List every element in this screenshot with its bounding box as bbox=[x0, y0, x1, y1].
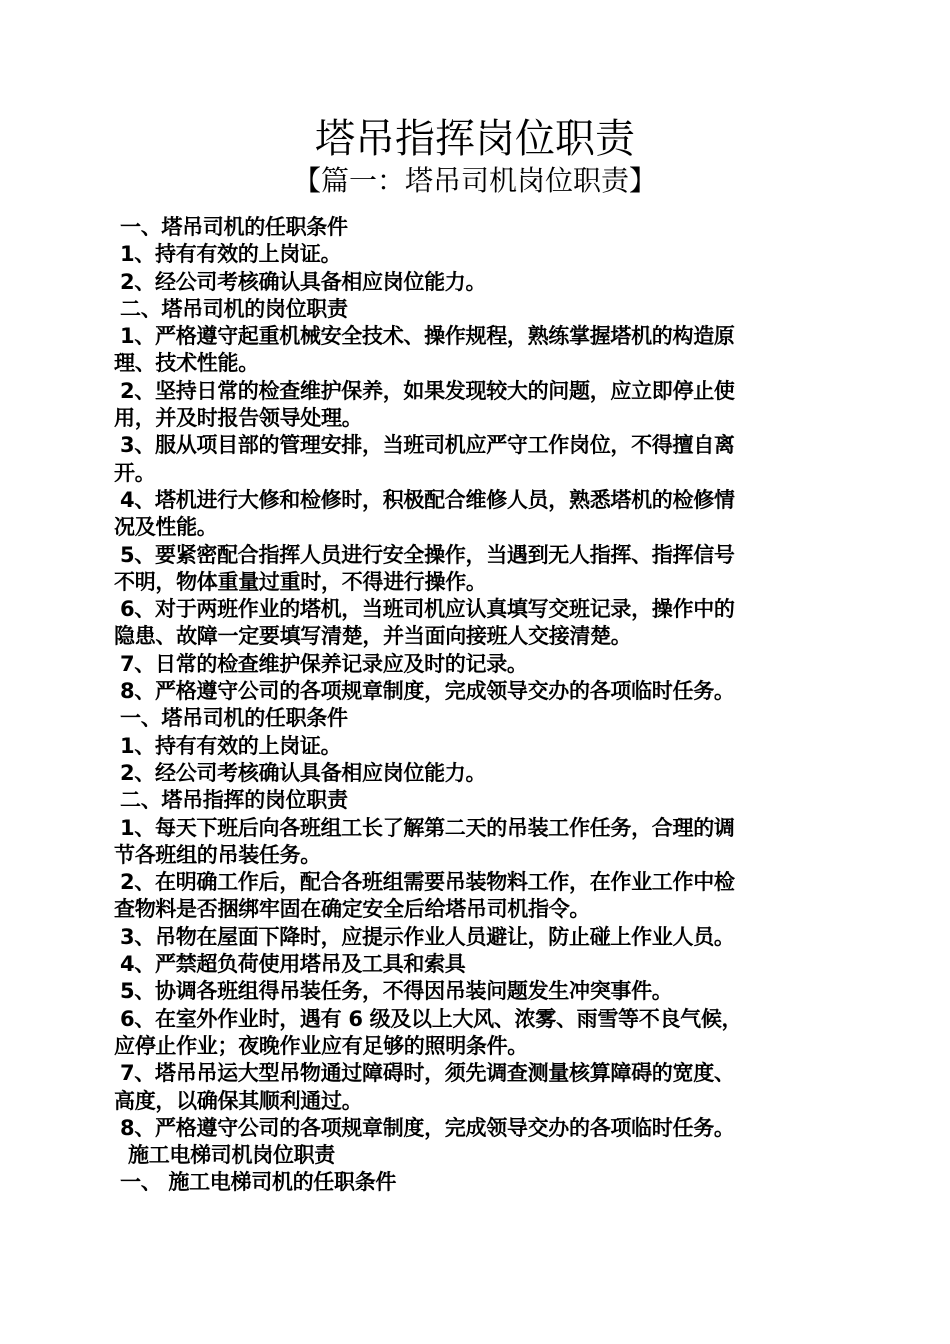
text-line: 2、经公司考核确认具备相应岗位能力。 bbox=[120, 269, 487, 294]
text-line: 3、服从项目部的管理安排，当班司机应严守工作岗位，不得擅自离 bbox=[120, 433, 735, 458]
text-line: 7、塔吊吊运大型吊物通过障碍时，须先调查测量核算障碍的宽度、 bbox=[120, 1061, 735, 1086]
text-line: 一、塔吊司机的任职条件 bbox=[120, 706, 348, 731]
text-line: 施工电梯司机岗位职责 bbox=[128, 1143, 335, 1168]
text-line: 二、塔吊司机的岗位职责 bbox=[120, 296, 348, 321]
text-line: 8、严格遵守公司的各项规章制度，完成领导交办的各项临时任务。 bbox=[120, 1115, 735, 1140]
text-line: 一、 施工电梯司机的任职条件 bbox=[120, 1170, 397, 1195]
text-line: 一、塔吊司机的任职条件 bbox=[120, 215, 348, 239]
text-line: 用，并及时报告领导处理。 bbox=[114, 406, 363, 431]
text-line: 2、在明确工作后，配合各班组需要吊装物料工作，在作业工作中检 bbox=[120, 870, 735, 895]
text-line: 理、技术性能。 bbox=[114, 351, 259, 376]
text-line: 3、吊物在屋面下降时，应提示作业人员避让，防止碰上作业人员。 bbox=[120, 924, 735, 949]
text-line: 况及性能。 bbox=[114, 515, 218, 540]
text-line: 4、塔机进行大修和检修时，积极配合维修人员，熟悉塔机的检修情 bbox=[120, 487, 735, 512]
text-line: 1、持有有效的上岗证。 bbox=[120, 733, 342, 758]
text-line: 7、日常的检查维护保养记录应及时的记录。 bbox=[120, 651, 528, 676]
text-line: 节各班组的吊装任务。 bbox=[114, 842, 321, 867]
text-line: 隐患、故障一定要填写清楚，并当面向接班人交接清楚。 bbox=[114, 624, 632, 649]
text-line: 应停止作业；夜晚作业应有足够的照明条件。 bbox=[114, 1033, 528, 1058]
text-line: 高度，以确保其顺利通过。 bbox=[114, 1088, 363, 1113]
document-title: 塔吊指挥岗位职责 bbox=[315, 116, 635, 162]
text-line: 6、在室外作业时，遇有 6 级及以上大风、浓雾、雨雪等不良气候， bbox=[120, 1006, 743, 1031]
document-subtitle: 【篇一：塔吊司机岗位职责】 bbox=[292, 164, 657, 197]
text-line: 2、经公司考核确认具备相应岗位能力。 bbox=[120, 760, 487, 785]
text-line: 8、严格遵守公司的各项规章制度，完成领导交办的各项临时任务。 bbox=[120, 679, 735, 704]
text-line: 不明，物体重量过重时，不得进行操作。 bbox=[114, 569, 487, 594]
document-body bbox=[114, 214, 830, 1197]
text-line: 查物料是否捆绑牢固在确定安全后给塔吊司机指令。 bbox=[114, 897, 591, 922]
text-line: 1、持有有效的上岗证。 bbox=[120, 242, 342, 267]
text-line: 5、要紧密配合指挥人员进行安全操作，当遇到无人指挥、指挥信号 bbox=[120, 542, 735, 567]
text-line: 二、塔吊指挥的岗位职责 bbox=[120, 788, 348, 813]
text-line: 开。 bbox=[114, 460, 156, 485]
text-line: 5、协调各班组得吊装任务，不得因吊装问题发生冲突事件。 bbox=[120, 979, 673, 1004]
text-line: 1、每天下班后向各班组工长了解第二天的吊装工作任务，合理的调 bbox=[120, 815, 735, 840]
text-line: 6、对于两班作业的塔机，当班司机应认真填写交班记录，操作中的 bbox=[120, 597, 735, 622]
text-line: 4、严禁超负荷使用塔吊及工具和索具 bbox=[120, 952, 466, 977]
text-line: 1、严格遵守起重机械安全技术、操作规程，熟练掌握塔机的构造原 bbox=[120, 324, 735, 349]
text-line: 2、坚持日常的检查维护保养，如果发现较大的问题，应立即停止使 bbox=[120, 378, 735, 403]
